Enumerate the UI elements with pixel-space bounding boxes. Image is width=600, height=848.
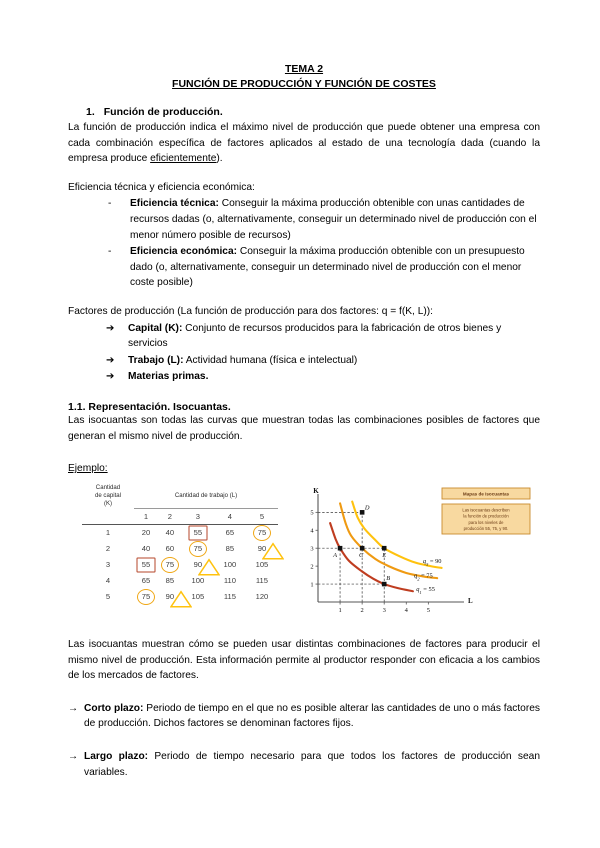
section-1-title: Función de producción. [103, 106, 223, 118]
efficiency-item-0-term: Eficiencia técnica: [130, 198, 219, 210]
table-col-header-blank [82, 508, 134, 524]
table-span-header: Cantidad de trabajo (L) [134, 484, 278, 508]
table-corner-header-line1: Cantidad [95, 484, 121, 492]
table-header-row-cols [82, 508, 278, 524]
table-cell [214, 573, 246, 589]
table-cell [182, 589, 214, 605]
list-item [106, 321, 540, 352]
chart-point-label: C [359, 552, 364, 560]
chart-y-tick-label: 3 [310, 545, 314, 553]
table-cell-value: 110 [223, 576, 236, 586]
table-cell-value: 20 [141, 528, 151, 538]
table-col-header-3: 3 [182, 508, 214, 524]
chart-x-tick-label: 4 [404, 607, 408, 615]
section-1-paragraph-text: La función de producción indica el máximo nivel de producción que puede obtener una empresa con cada combinación específica de factores aplicados al estado de una tecnología dada (cuando la empresa produce [68, 122, 540, 165]
efficiency-list [68, 196, 540, 291]
chart-note-line: para los niveles de [468, 519, 504, 525]
factors-list [68, 321, 540, 385]
chart-x-tick-label: 3 [382, 607, 386, 615]
chart-y-tick-label: 2 [310, 563, 314, 571]
efficiency-item-0-text: Conseguir la máxima producción obtenible con unas cantidades de recursos dadas (o, alternativamente, conseguir un determinado nivel de producción con el menor número posible de recursos) [130, 198, 537, 241]
table-cell-value: 55 [193, 528, 203, 538]
isoquant-chart-svg [292, 484, 540, 622]
table-cell [134, 541, 158, 557]
table-cell-value: 75 [257, 528, 267, 538]
table-cell-value: 40 [141, 544, 151, 554]
table-row-header: 3 [105, 560, 111, 570]
isoquant-chart [292, 484, 540, 622]
factors-item-1-term: Trabajo (L): [128, 354, 184, 366]
chart-point-C [359, 546, 364, 559]
list-item [106, 353, 540, 369]
section-1-heading [68, 106, 540, 118]
corto-plazo-term: Corto plazo: [84, 702, 144, 714]
chart-x-tick-label: 5 [426, 607, 430, 615]
table-cell-value: 75 [193, 544, 203, 554]
table-cell [214, 557, 246, 573]
svg-text:q3 = 90: $q_3 = 90$ [422, 558, 442, 567]
svg-text:q2 = 75: $q_2 = 75$ [414, 572, 433, 581]
factors-item-2-term: Materias primas. [128, 371, 209, 383]
example-label: Ejemplo: [68, 463, 108, 475]
chart-series-label [416, 586, 435, 595]
table-cell [214, 589, 246, 605]
table-row-header: 2 [105, 544, 111, 554]
table-cell-value: 90 [165, 592, 175, 602]
table-cell [246, 589, 278, 605]
table-row [82, 573, 278, 589]
section-1-1-paragraph: Las isocuantas son todas las curvas que muestran todas las combinaciones posibles de factores que generan el mismo nivel de producción. [68, 414, 540, 442]
chart-note-line: producción 55, 75, y 90. [463, 526, 509, 532]
section-1-1-heading: 1.1. Representación. Isocuantas. [68, 400, 231, 413]
figure-row [68, 484, 540, 622]
chart-series-label [414, 572, 433, 581]
table-cell-value: 55 [141, 560, 151, 570]
largo-plazo-text: Periodo de tiempo necesario para que todos los factores de producción sean variables. [84, 751, 540, 778]
table-cell-value: 85 [225, 544, 235, 554]
factors-item-1-text: Actividad humana (física e intelectual) [183, 354, 358, 366]
table-cell-value: 40 [165, 528, 175, 538]
table-row [82, 589, 278, 605]
table-row [82, 557, 278, 573]
isoquant-table [82, 484, 278, 605]
list-item [106, 369, 540, 385]
closing-paragraph: Las isocuantas muestran cómo se pueden usar distintas combinaciones de factores para producir el mismo nivel de producción. Esta información permite al productor responder con eficacia a los cambios de los mercados de factores. [68, 639, 540, 682]
table-cell [134, 524, 158, 541]
corto-plazo-text: Periodo de tiempo en el que no es posible alterar las cantidades de uno o más factores de producción. Dichos factores se denominan factores fijos. [84, 702, 540, 730]
table-cell [182, 557, 214, 573]
chart-x-axis-label: L [468, 597, 473, 606]
chart-x-tick-label: 1 [338, 607, 342, 615]
table-row-header: 5 [105, 592, 111, 602]
table-col-header-4: 4 [214, 508, 246, 524]
table-corner-header [82, 484, 134, 508]
table-cell-value: 105 [255, 560, 269, 570]
chart-point-D [360, 504, 370, 514]
table-col-header-2: 2 [158, 508, 182, 524]
chart-point-label: E [382, 552, 387, 560]
table-cell [134, 557, 158, 573]
chart-y-tick-label: 4 [310, 527, 314, 535]
table-cell-value: 65 [225, 528, 235, 538]
table-cell-value: 115 [223, 592, 236, 602]
chart-point-label: D [364, 504, 370, 512]
chart-point-marker [360, 546, 365, 551]
chart-note-line: Las isocuantas describen [462, 507, 510, 513]
table-cell [246, 557, 278, 573]
chart-point-marker [382, 582, 387, 587]
chart-point-E [381, 546, 386, 559]
table-cell-value: 100 [223, 560, 237, 570]
corto-plazo-paragraph [68, 701, 540, 732]
chart-point-label: B [386, 575, 391, 583]
table-row [82, 524, 278, 541]
document-title-line1: TEMA 2 [284, 63, 324, 75]
document-title-line2: FUNCIÓN DE PRODUCCIÓN Y FUNCIÓN DE COSTES [172, 78, 436, 90]
table-cell [246, 524, 278, 541]
section-1-paragraph-tail: ). [216, 153, 223, 165]
table-cell-value: 120 [255, 592, 269, 602]
efficiency-item-1-term: Eficiencia económica: [130, 246, 238, 258]
chart-y-axis-label: K [313, 487, 319, 496]
table-row-header: 1 [105, 528, 111, 538]
isoquant-table-wrap [68, 484, 278, 605]
chart-point-A [332, 546, 342, 559]
document-title [68, 62, 540, 92]
chart-x-tick-label: 2 [360, 607, 364, 615]
list-item [106, 196, 540, 243]
table-row-header: 4 [105, 576, 111, 586]
table-cell-value: 90 [257, 544, 267, 554]
table-col-header-5: 5 [246, 508, 278, 524]
table-cell [134, 573, 158, 589]
table-head [82, 484, 278, 524]
table-cell [158, 524, 182, 541]
efficiency-lead: Eficiencia técnica y eficiencia económica: [68, 181, 255, 193]
table-header-row-top [82, 484, 278, 508]
table-cell-value: 75 [141, 592, 151, 602]
table-cell-value: 105 [191, 592, 205, 602]
factors-item-0-text: Conjunto de recursos producidos para la fabricación de otros bienes y servicios [128, 322, 502, 350]
table-cell-value: 115 [255, 576, 268, 586]
chart-series-label [423, 558, 442, 567]
table-cell [214, 541, 246, 557]
table-cell [182, 573, 214, 589]
table-cell-value: 90 [193, 560, 203, 570]
table-cell [134, 589, 158, 605]
table-cell-value: 75 [165, 560, 175, 570]
table-cell [158, 557, 182, 573]
section-1-paragraph-emphasis: eficientemente [150, 153, 217, 165]
section-1-paragraph [68, 120, 540, 167]
table-cell [182, 524, 214, 541]
chart-note-line: la función de producción [463, 513, 509, 519]
table-body [82, 524, 278, 605]
chart-point-label: A [333, 552, 338, 560]
chart-note-title: Mapas de isocuantas [462, 491, 510, 497]
table-cell [214, 524, 246, 541]
chart-y-tick-label: 5 [310, 509, 314, 517]
section-1-number: 1. [86, 106, 95, 118]
chart-y-tick-label: 1 [310, 581, 314, 589]
table-row [82, 541, 278, 557]
table-cell [158, 573, 182, 589]
table-cell-value: 60 [165, 544, 175, 554]
table-col-header-1: 1 [134, 508, 158, 524]
chart-point-marker [360, 510, 365, 515]
svg-text:q1 = 55: $q_1 = 55$ [416, 585, 435, 595]
table-cell-value: 85 [165, 576, 175, 586]
largo-plazo-paragraph [68, 749, 540, 780]
factors-lead: Factores de producción (La función de producción para dos factores: q = f(K, L)): [68, 305, 433, 317]
table-cell-value: 65 [141, 576, 151, 586]
factors-item-0-term: Capital (K): [128, 322, 183, 334]
table-cell [158, 589, 182, 605]
chart-point-marker [382, 546, 387, 551]
largo-plazo-term: Largo plazo: [84, 751, 149, 763]
table-cell [158, 541, 182, 557]
table-cell [246, 573, 278, 589]
chart-point-marker [338, 546, 343, 551]
table-corner-header-line2: de capital [94, 492, 122, 500]
table-cell [246, 541, 278, 557]
list-item [106, 244, 540, 291]
efficiency-item-1-text: Conseguir la máxima producción obtenible con un presupuesto dado (o, alternativamente, conseguir un determinado nivel de producción con el menor coste posible) [130, 246, 525, 289]
table-cell [182, 541, 214, 557]
table-cell-value: 100 [191, 576, 205, 586]
table-corner-header-line3: (K) [103, 500, 113, 508]
